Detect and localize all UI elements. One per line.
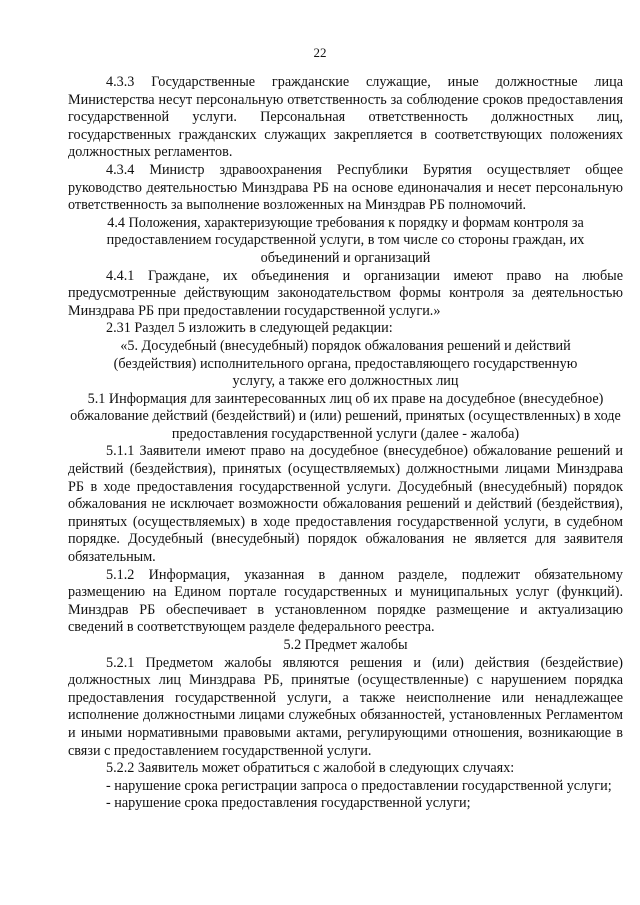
paragraph-5-1-2: 5.1.2 Информация, указанная в данном разделе, подлежит обязательному размещению на Едином портале государственных и муниципальных услуг (функций). Минздрав РБ обеспечивает в установленном порядке размещение и актуализацию сведений в соответствующем разделе федерального реестра. xyxy=(68,566,623,636)
paragraph-4-3-4: 4.3.4 Министр здравоохранения Республики Бурятия осуществляет общее руководство деятельностью Минздрава РБ на основе единоначалия и несет персональную ответственность за выполнение возложенных на Минздрав РБ полномочий. xyxy=(68,161,623,214)
page-number: 22 xyxy=(313,45,327,60)
list-item-registration-deadline: - нарушение срока регистрации запроса о предоставлении государственной услуги; xyxy=(106,777,612,794)
paragraph-5-2-1: 5.2.1 Предметом жалобы являются решения и (или) действия (бездействие) должностных лиц Минздрава РБ, принятые (осуществленные) с нарушением порядка предоставления государственной услуги, а также неисполнение или ненадлежащее исполнение должностными лицами служебных обязанностей, установленных Регламентом и иными нормативными правовыми актами, регулирующими отношения, возникающие в связи с предоставлением государственной услуги. xyxy=(68,654,623,759)
paragraph-5-1-1: 5.1.1 Заявители имеют право на досудебное (внесудебное) обжалование решений и действий (бездействия), принятых (осуществляемых) должностными лицами Минздрава РБ в ходе предоставления государственной услуги. Досудебный (внесудебный) порядок обжалования не исключает возможности обжалования решений и действий (бездействия), принятых (осуществляемых) в ходе предоставления государственной услуги, в судебном порядке. Досудебный (внесудебный) порядок обжалования не является для заявителя обязательным. xyxy=(68,443,623,566)
heading-section-5: «5. Досудебный (внесудебный) порядок обжалования решений и действий (бездействия) исполнительного органа, предоставляющего государственную услугу, а также его должностных лиц xyxy=(113,337,578,390)
paragraph-2-31: 2.31 Раздел 5 изложить в следующей редакции: xyxy=(106,320,393,337)
heading-4-4: 4.4 Положения, характеризующие требования к порядку и формам контроля за предоставлением государственной услуги, в том числе со стороны граждан, их объединений и организаций xyxy=(106,214,585,266)
paragraph-5-2-2: 5.2.2 Заявитель может обратиться с жалобой в следующих случаях: xyxy=(106,760,515,777)
paragraph-4-4-1: 4.4.1 Граждане, их объединения и организации имеют право на любые предусмотренные действующим законодательством формы контроля за деятельностью Минздрава РБ при предоставлении государственной услуги.» xyxy=(68,267,623,319)
document-body xyxy=(68,74,623,813)
heading-5-2: 5.2 Предмет жалобы xyxy=(283,637,408,653)
heading-5-1: 5.1 Информация для заинтересованных лиц об их праве на досудебное (внесудебное) обжалование действий (бездействий) и (или) решений, принятых (осуществленных) в ходе предоставления государственной услуги (далее - жалоба) xyxy=(70,390,621,442)
paragraph-4-3-3: 4.3.3 Государственные гражданские служащие, иные должностные лица Министерства несут персональную ответственность за соблюдение сроков предоставления государственной услуги. Персональная ответственность должностных лиц, государственных гражданских служащих закрепляется в соответствующих положениях должностных регламентов. xyxy=(68,74,623,161)
list-item-service-deadline: - нарушение срока предоставления государственной услуги; xyxy=(106,795,471,812)
